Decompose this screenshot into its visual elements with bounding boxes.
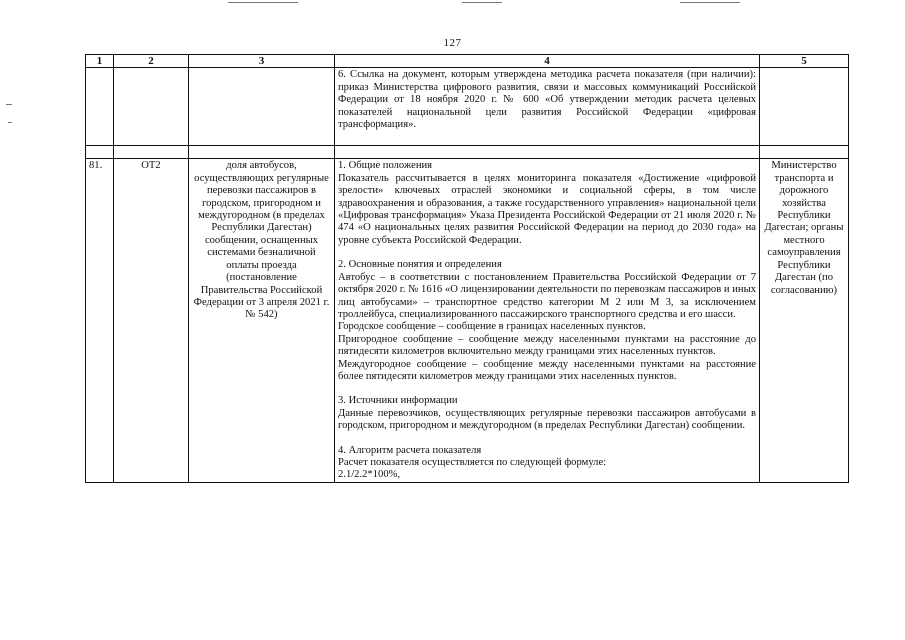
header-col-3: 3: [189, 55, 335, 68]
responsible-org: Министерство транспорта и дорожного хозяйства Республики Дагестан; органы местного самоуправления Республики Дагестан (по согласованию): [760, 159, 849, 482]
section-1-text: Показатель рассчитывается в целях мониторинга показателя «Достижение «цифровой зрелости» ключевых отраслей экономики и социальной сферы, в том числе здравоохранения и образования, а также государственного управления» национальной цели «Цифровая трансформация» Указа Президента Российской Федерации от 21 июля 2020 г. № 474 «О национальных целях развития Российской Федерации на период до 2030 года» на уровне субъекта Российской Федерации.: [338, 172, 756, 246]
gap-cell-5: [760, 146, 849, 159]
section-3-text: Данные перевозчиков, осуществляющих регулярные перевозки пассажиров автобусами в городском, пригородном и междугородном (в пределах Республики Дагестан) сообщении.: [338, 407, 756, 432]
scan-artifact-top-line-3: [680, 2, 740, 3]
continued-cell-1: [86, 68, 114, 146]
section-4-text: Расчет показателя осуществляется по следующей формуле:: [338, 456, 607, 468]
section-4-title: 4. Алгоритм расчета показателя: [338, 444, 482, 456]
definition-bus: Автобус – в соответствии с постановлением Правительства Российской Федерации от 7 октября 2020 г. № 1616 «О лицензировании деятельности по перевозкам пассажиров и иных лиц автобусами» – транспортное средство категории М 2 или М 3, за исключением троллейбуса, специализированного пассажирского транспортного средства и его шасси.: [338, 271, 756, 320]
table-header-row: [86, 55, 849, 68]
spacer: [338, 247, 756, 259]
page-number: 127: [443, 37, 462, 49]
section-2-title: 2. Основные понятия и определения: [338, 259, 502, 271]
gap-cell-3: [189, 146, 335, 159]
scan-artifact-left-dash-2: [8, 122, 12, 123]
continued-cell-3: [189, 68, 335, 146]
continued-cell-2: [114, 68, 189, 146]
scan-artifact-top-line: [228, 2, 298, 3]
gap-cell-1: [86, 146, 114, 159]
section-1-title: 1. Общие положения: [338, 160, 433, 172]
header-col-4: 4: [335, 55, 760, 68]
header-col-1: 1: [86, 55, 114, 68]
row-number: 81.: [86, 159, 114, 482]
header-col-2: 2: [114, 55, 189, 68]
scan-artifact-top-line-2: [462, 2, 502, 3]
continued-cell-5: [760, 68, 849, 146]
definition-suburban: Пригородное сообщение – сообщение между населенными пунктами на расстояние до пятидесяти километров включительно между границами этих населенных пунктов.: [338, 333, 756, 358]
section-3-title: 3. Источники информации: [338, 395, 458, 407]
table-row-gap: [86, 146, 849, 159]
definition-city: Городское сообщение – сообщение в границах населенных пунктов.: [338, 321, 646, 333]
table-row-81: [86, 159, 849, 482]
scan-artifact-left-dash: [6, 104, 12, 105]
indicators-table: [85, 54, 849, 483]
gap-cell-4: [335, 146, 760, 159]
header-col-5: 5: [760, 55, 849, 68]
table-row-continued: [86, 68, 849, 146]
gap-cell-2: [114, 146, 189, 159]
methodology-cell: [335, 159, 760, 482]
definition-intercity: Междугородное сообщение – сообщение между населенными пунктами на расстояние более пятидесяти километров между границами этих населенных пунктов.: [338, 358, 756, 382]
formula: 2.1/2.2*100%,: [338, 469, 401, 481]
indicator-name: доля автобусов, осуществляющих регулярные перевозки пассажиров в городском, пригородном и междугородном (в пределах Республики Дагестан) сообщении, оснащенных системами безналичной оплаты проезда (постановление Правительства Российской Федерации от 3 апреля 2021 г. № 542): [189, 159, 335, 482]
spacer: [338, 383, 756, 395]
spacer: [338, 433, 756, 445]
continued-methodology-text: 6. Ссылка на документ, которым утверждена методика расчета показателя (при наличии): приказ Министерства цифрового развития, связи и массовых коммуникаций Российской Федерации от 18 ноября 2020 г. № 600 «Об утверждении методик расчета целевых показателей национальной цели развития Российской Федерации «цифровая трансформация».: [335, 68, 760, 146]
indicator-code: ОТ2: [114, 159, 189, 482]
